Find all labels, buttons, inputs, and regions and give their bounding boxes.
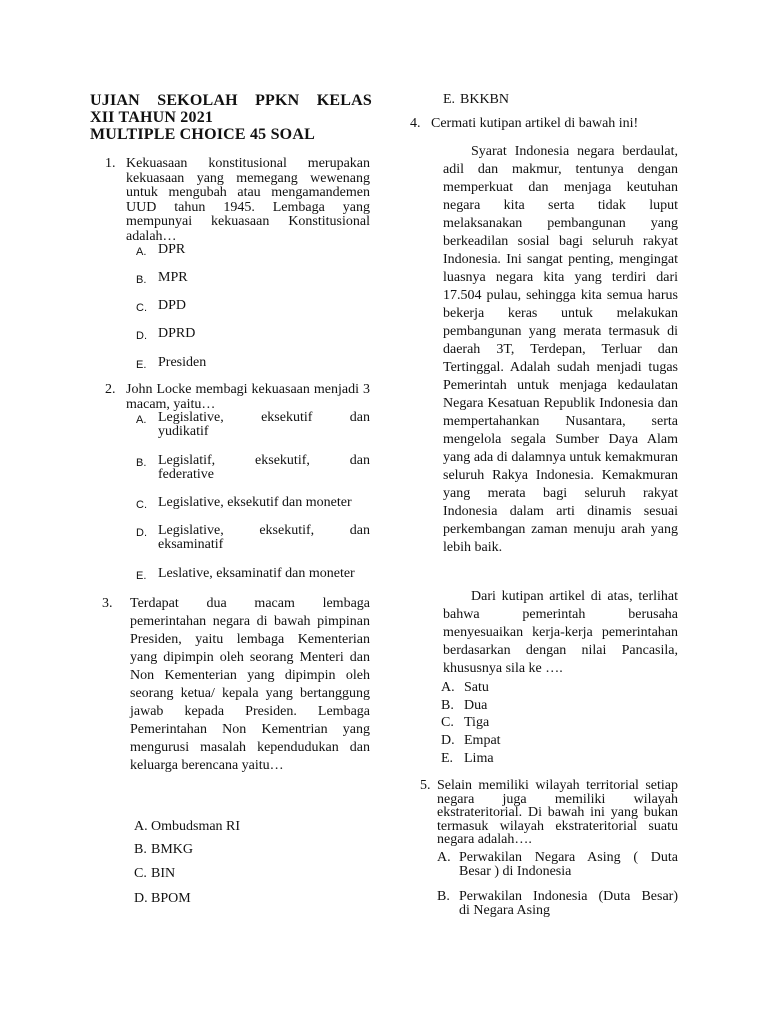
question-number: 5. (420, 778, 431, 793)
question-number: 4. (410, 116, 421, 131)
article-excerpt: Syarat Indonesia negara berdaulat, adil dan makmur, tentunya dengan memperkuat dan menjaga keutuhan negara kita serta tidak luput melaksanakan pembangunan yang berkeadilan sosial bagi seluruh rakyat Indonesia. Ini sangat penting, mengingat luasnya negara kita yang terdiri dari 17.504 pulau, sehingga kita semua harus bekerja keras untuk melakukan pembangunan yang merata termasuk di daerah 3T, Terdepan, Terluar dan Tertinggal. Adalah sudah menjadi tugas Pemerintah untuk menjaga kedaulatan Negara Kesatuan Republik Indonesia dan mempertahankan Nusantara, serta mengelola segala Sumber Daya Alam yang ada di dalamnya untuk kemakmuran seluruh Rakya Indonesia. Kemakmuran yang merata bagi seluruh rakyat Indonesia dalam arti dinamis sesuai perkembangan zaman menuju arah yang lebih baik. (443, 144, 678, 555)
question-text: Kekuasaan konstitusional merupakan kekuasaan yang memegang wewenang untuk mengubah atau mengamandemen UUD tahun 1945. Lembaga yang mempunyai kekuasaan Konstitusional adalah… (126, 156, 370, 244)
question-text: Terdapat dua macam lembaga pemerintahan negara di bawah pimpinan Presiden, yaitu lembaga Kementerian yang dipimpin oleh seorang Menteri dan Non Kementerian yang dipimpin oleh seorang ketua/ kepala yang bertanggung jawab kepada Presiden. Lembaga Pemerintahan Non Kementrian yang mengurusi masalah kependudukan dan keluarga berencana yaitu… (130, 596, 370, 773)
question-text: John Locke membagi kekuasaan menjadi 3 macam, yaitu… (126, 382, 370, 412)
question-prompt: Dari kutipan artikel di atas, terlihat bahwa pemerintah berusaha menyesuaikan kerja-kerja pemerintahan berdasarkan dengan nilai Pancasila, khususnya sila ke …. (443, 589, 678, 676)
question-number: 3. (102, 596, 113, 611)
exam-title (90, 92, 372, 143)
exam-title-line1: UJIAN SEKOLAH PPKN KELAS (90, 92, 372, 109)
exam-title-line3: MULTIPLE CHOICE 45 SOAL (90, 126, 315, 143)
question-number: 1. (105, 156, 116, 171)
question-number: 2. (105, 382, 116, 397)
exam-title-line2: XII TAHUN 2021 (90, 109, 214, 126)
question-text: Cermati kutipan artikel di bawah ini! (431, 116, 639, 131)
question-text: Selain memiliki wilayah territorial setiap negara juga memiliki wilayah ekstrateritorial. Di bawah ini yang bukan termasuk wilayah ekstrateritorial suatu negara adalah…. (437, 778, 678, 847)
